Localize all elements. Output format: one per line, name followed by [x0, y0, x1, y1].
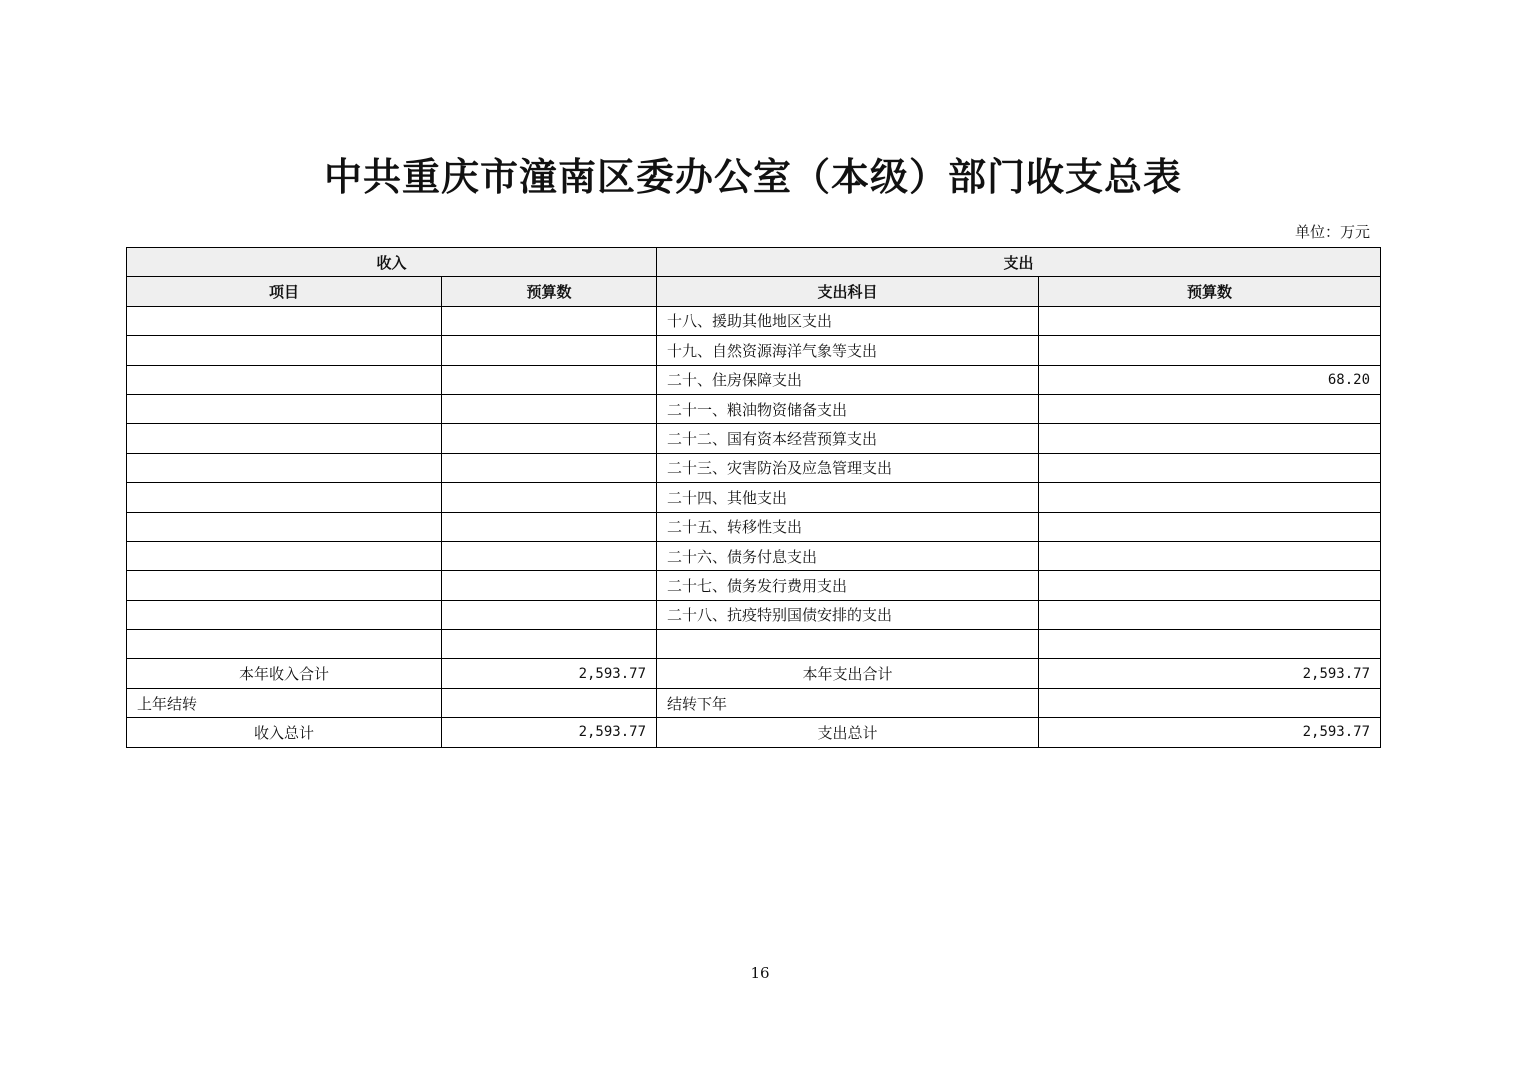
- carry-in-label: 上年结转: [127, 688, 442, 717]
- exp-budget-cell: [1039, 541, 1381, 570]
- table-row: [127, 571, 1381, 600]
- exp-item-cell: 十九、自然资源海洋气象等支出: [657, 336, 1039, 365]
- carry-over-row: [127, 688, 1381, 717]
- income-header: 收入: [127, 248, 657, 277]
- exp-budget-header: 预算数: [1039, 277, 1381, 306]
- table-row: [127, 365, 1381, 394]
- header-row-groups: [127, 248, 1381, 277]
- exp-budget-cell: [1039, 306, 1381, 335]
- exp-budget-cell: [1039, 630, 1381, 659]
- table-row: [127, 630, 1381, 659]
- total-exp-label: 支出总计: [657, 718, 1039, 747]
- exp-item-cell: 二十一、粮油物资储备支出: [657, 394, 1039, 423]
- exp-budget-cell: [1039, 600, 1381, 629]
- revenue-expenditure-table: [126, 247, 1381, 748]
- total-income-label: 收入总计: [127, 718, 442, 747]
- table-row: [127, 306, 1381, 335]
- year-income-total-value: 2,593.77: [442, 659, 657, 688]
- income-item-cell: [127, 512, 442, 541]
- year-exp-total-label: 本年支出合计: [657, 659, 1039, 688]
- income-item-cell: [127, 600, 442, 629]
- exp-budget-cell: [1039, 483, 1381, 512]
- exp-item-cell: 二十五、转移性支出: [657, 512, 1039, 541]
- income-item-header: 项目: [127, 277, 442, 306]
- exp-item-cell: 二十八、抗疫特别国债安排的支出: [657, 600, 1039, 629]
- year-exp-total-value: 2,593.77: [1039, 659, 1381, 688]
- income-budget-cell: [442, 453, 657, 482]
- carry-out-label: 结转下年: [657, 688, 1039, 717]
- income-item-cell: [127, 630, 442, 659]
- exp-budget-cell: 68.20: [1039, 365, 1381, 394]
- exp-budget-cell: [1039, 571, 1381, 600]
- total-exp-value: 2,593.77: [1039, 718, 1381, 747]
- income-budget-cell: [442, 394, 657, 423]
- income-budget-cell: [442, 483, 657, 512]
- income-item-cell: [127, 571, 442, 600]
- table-row: [127, 600, 1381, 629]
- income-item-cell: [127, 365, 442, 394]
- exp-item-cell: 二十四、其他支出: [657, 483, 1039, 512]
- exp-item-cell: [657, 630, 1039, 659]
- income-budget-cell: [442, 365, 657, 394]
- income-budget-cell: [442, 600, 657, 629]
- income-item-cell: [127, 424, 442, 453]
- table-row: [127, 394, 1381, 423]
- exp-item-cell: 二十六、债务付息支出: [657, 541, 1039, 570]
- income-item-cell: [127, 336, 442, 365]
- income-budget-cell: [442, 512, 657, 541]
- exp-item-cell: 十八、援助其他地区支出: [657, 306, 1039, 335]
- page-number: 16: [750, 964, 770, 982]
- exp-budget-cell: [1039, 424, 1381, 453]
- unit-label: 单位：万元: [1294, 223, 1370, 241]
- table-row: [127, 336, 1381, 365]
- expenditure-header: 支出: [657, 248, 1381, 277]
- exp-item-cell: 二十、住房保障支出: [657, 365, 1039, 394]
- income-budget-cell: [442, 424, 657, 453]
- grand-total-row: [127, 718, 1381, 747]
- year-total-row: [127, 659, 1381, 688]
- exp-budget-cell: [1039, 394, 1381, 423]
- year-income-total-label: 本年收入合计: [127, 659, 442, 688]
- income-budget-cell: [442, 336, 657, 365]
- carry-out-value: [1039, 688, 1381, 717]
- table-row: [127, 424, 1381, 453]
- carry-in-value: [442, 688, 657, 717]
- income-item-cell: [127, 541, 442, 570]
- table-row: [127, 483, 1381, 512]
- exp-item-header: 支出科目: [657, 277, 1039, 306]
- exp-item-cell: 二十七、债务发行费用支出: [657, 571, 1039, 600]
- page-title: 中共重庆市潼南区委办公室（本级）部门收支总表: [323, 154, 1182, 199]
- exp-item-cell: 二十三、灾害防治及应急管理支出: [657, 453, 1039, 482]
- exp-budget-cell: [1039, 512, 1381, 541]
- income-item-cell: [127, 306, 442, 335]
- income-budget-cell: [442, 306, 657, 335]
- income-budget-cell: [442, 571, 657, 600]
- total-income-value: 2,593.77: [442, 718, 657, 747]
- income-item-cell: [127, 453, 442, 482]
- exp-budget-cell: [1039, 336, 1381, 365]
- income-item-cell: [127, 394, 442, 423]
- exp-item-cell: 二十二、国有资本经营预算支出: [657, 424, 1039, 453]
- table-row: [127, 512, 1381, 541]
- income-budget-cell: [442, 630, 657, 659]
- income-item-cell: [127, 483, 442, 512]
- table-row: [127, 541, 1381, 570]
- table-row: [127, 453, 1381, 482]
- income-budget-cell: [442, 541, 657, 570]
- income-budget-header: 预算数: [442, 277, 657, 306]
- header-row-columns: [127, 277, 1381, 306]
- exp-budget-cell: [1039, 453, 1381, 482]
